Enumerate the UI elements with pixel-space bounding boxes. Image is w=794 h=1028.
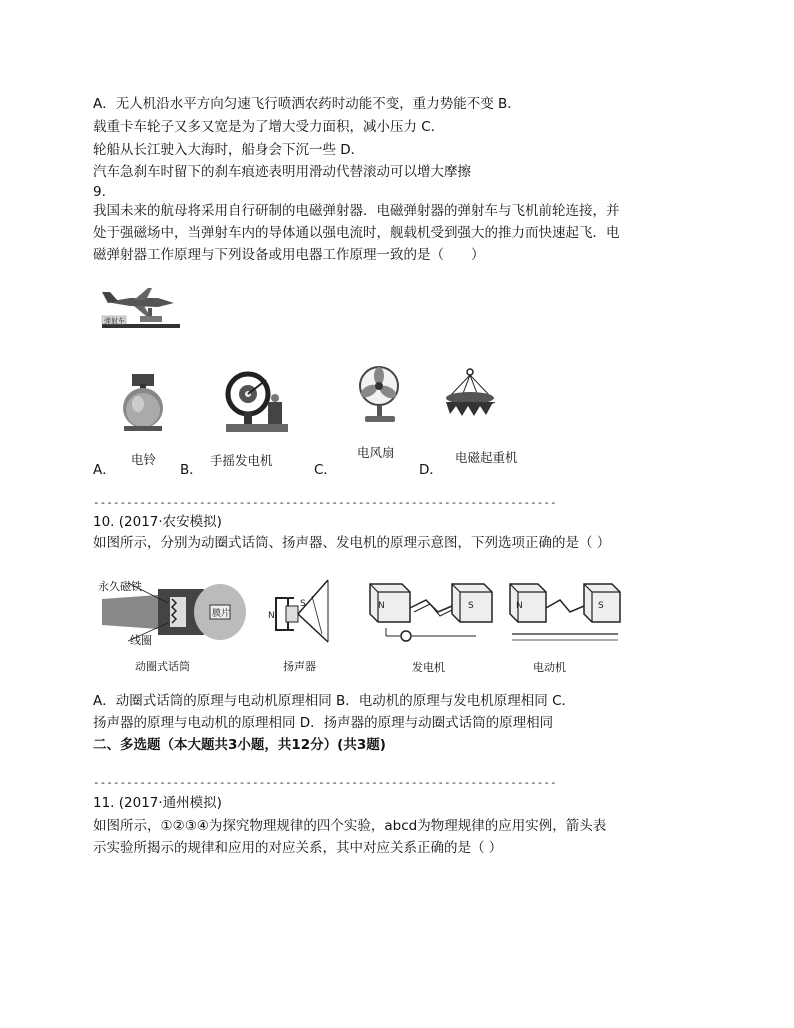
mic-coil-label: 线圈 xyxy=(130,634,152,647)
hand-generator-figure xyxy=(222,368,292,436)
q9-stem-line1: 我国未来的航母将采用自行研制的电磁弹射器．电磁弹射器的弹射车与飞机前轮连接，并 xyxy=(93,203,620,219)
generator-caption: 发电机 xyxy=(412,661,445,674)
speaker-figure xyxy=(268,576,334,646)
motor-caption: 电动机 xyxy=(533,661,566,674)
separator-2: ---------------------------------------------------------------------- xyxy=(93,776,557,789)
q10-stem: 如图所示，分别为动圈式话筒、扬声器、发电机的原理示意图，下列选项正确的是（ ） xyxy=(93,535,611,551)
q9-stem-line3: 磁弹射器工作原理与下列设备或用电器工作原理一致的是（ ） xyxy=(93,247,485,263)
option-b-letter: B． xyxy=(180,462,203,478)
separator-1: ---------------------------------------------------------------------- xyxy=(93,496,557,509)
q8-option-a: A．无人机沿水平方向匀速飞行喷洒农药时动能不变，重力势能不变 B． xyxy=(93,96,521,112)
q8-option-b: 载重卡车轮子又多又宽是为了增大受力面积，减小压力 C． xyxy=(93,119,445,135)
generator-n-label: N xyxy=(378,601,385,611)
motor-figure xyxy=(508,578,624,648)
catapult-plane-figure xyxy=(100,286,182,332)
q11-stem-line1: 如图所示，①②③④为探究物理规律的四个实验，abcd为物理规律的应用实例，箭头表 xyxy=(93,818,607,834)
option-a-caption: 电铃 xyxy=(131,452,157,467)
mic-magnet-label: 永久磁铁 xyxy=(98,580,142,593)
option-b-caption: 手摇发电机 xyxy=(210,453,273,468)
q10-header: 10. (2017·农安模拟) xyxy=(93,514,222,530)
catapult-label: 弹射车 xyxy=(104,317,125,325)
electric-fan-figure xyxy=(355,364,407,426)
electric-bell-figure xyxy=(118,372,170,434)
generator-figure xyxy=(366,578,502,650)
q9-number: 9. xyxy=(93,184,106,200)
mic-membrane-label: 膜片 xyxy=(212,609,231,619)
mic-caption: 动圈式话筒 xyxy=(135,660,190,673)
q8-option-c: 轮船从长江驶入大海时，船身会下沉一些 D． xyxy=(93,142,365,158)
option-c-caption: 电风扇 xyxy=(357,445,395,460)
generator-s-label: S xyxy=(468,601,474,611)
option-a-letter: A． xyxy=(93,462,116,478)
motor-s-label: S xyxy=(598,601,604,611)
speaker-n-label: N xyxy=(268,611,275,621)
speaker-s-label: S xyxy=(300,599,306,609)
q11-header: 11. (2017·通州模拟) xyxy=(93,795,222,811)
speaker-caption: 扬声器 xyxy=(283,660,316,673)
option-c-letter: C． xyxy=(314,462,337,478)
motor-n-label: N xyxy=(516,601,523,611)
option-d-letter: D． xyxy=(419,462,443,478)
q10-options-line2: 扬声器的原理与电动机的原理相同 D．扬声器的原理与动圈式话筒的原理相同 xyxy=(93,715,554,731)
q9-stem-line2: 处于强磁场中，当弹射车内的导体通以强电流时，舰载机受到强大的推力而快速起飞．电 xyxy=(93,225,620,241)
q10-options-line1: A．动圈式话筒的原理与电动机原理相同 B．电动机的原理与发电机原理相同 C． xyxy=(93,693,576,709)
q11-stem-line2: 示实验所揭示的规律和应用的对应关系，其中对应关系正确的是（ ） xyxy=(93,840,503,856)
catapult-cart xyxy=(140,316,162,322)
option-d-caption: 电磁起重机 xyxy=(455,450,518,465)
q8-option-d: 汽车急刹车时留下的刹车痕迹表明用滑动代替滚动可以增大摩擦 xyxy=(93,164,471,180)
electromagnetic-crane-figure xyxy=(440,368,502,420)
section-2-heading: 二、多选题（本大题共3小题，共12分）(共3题) xyxy=(93,737,386,753)
